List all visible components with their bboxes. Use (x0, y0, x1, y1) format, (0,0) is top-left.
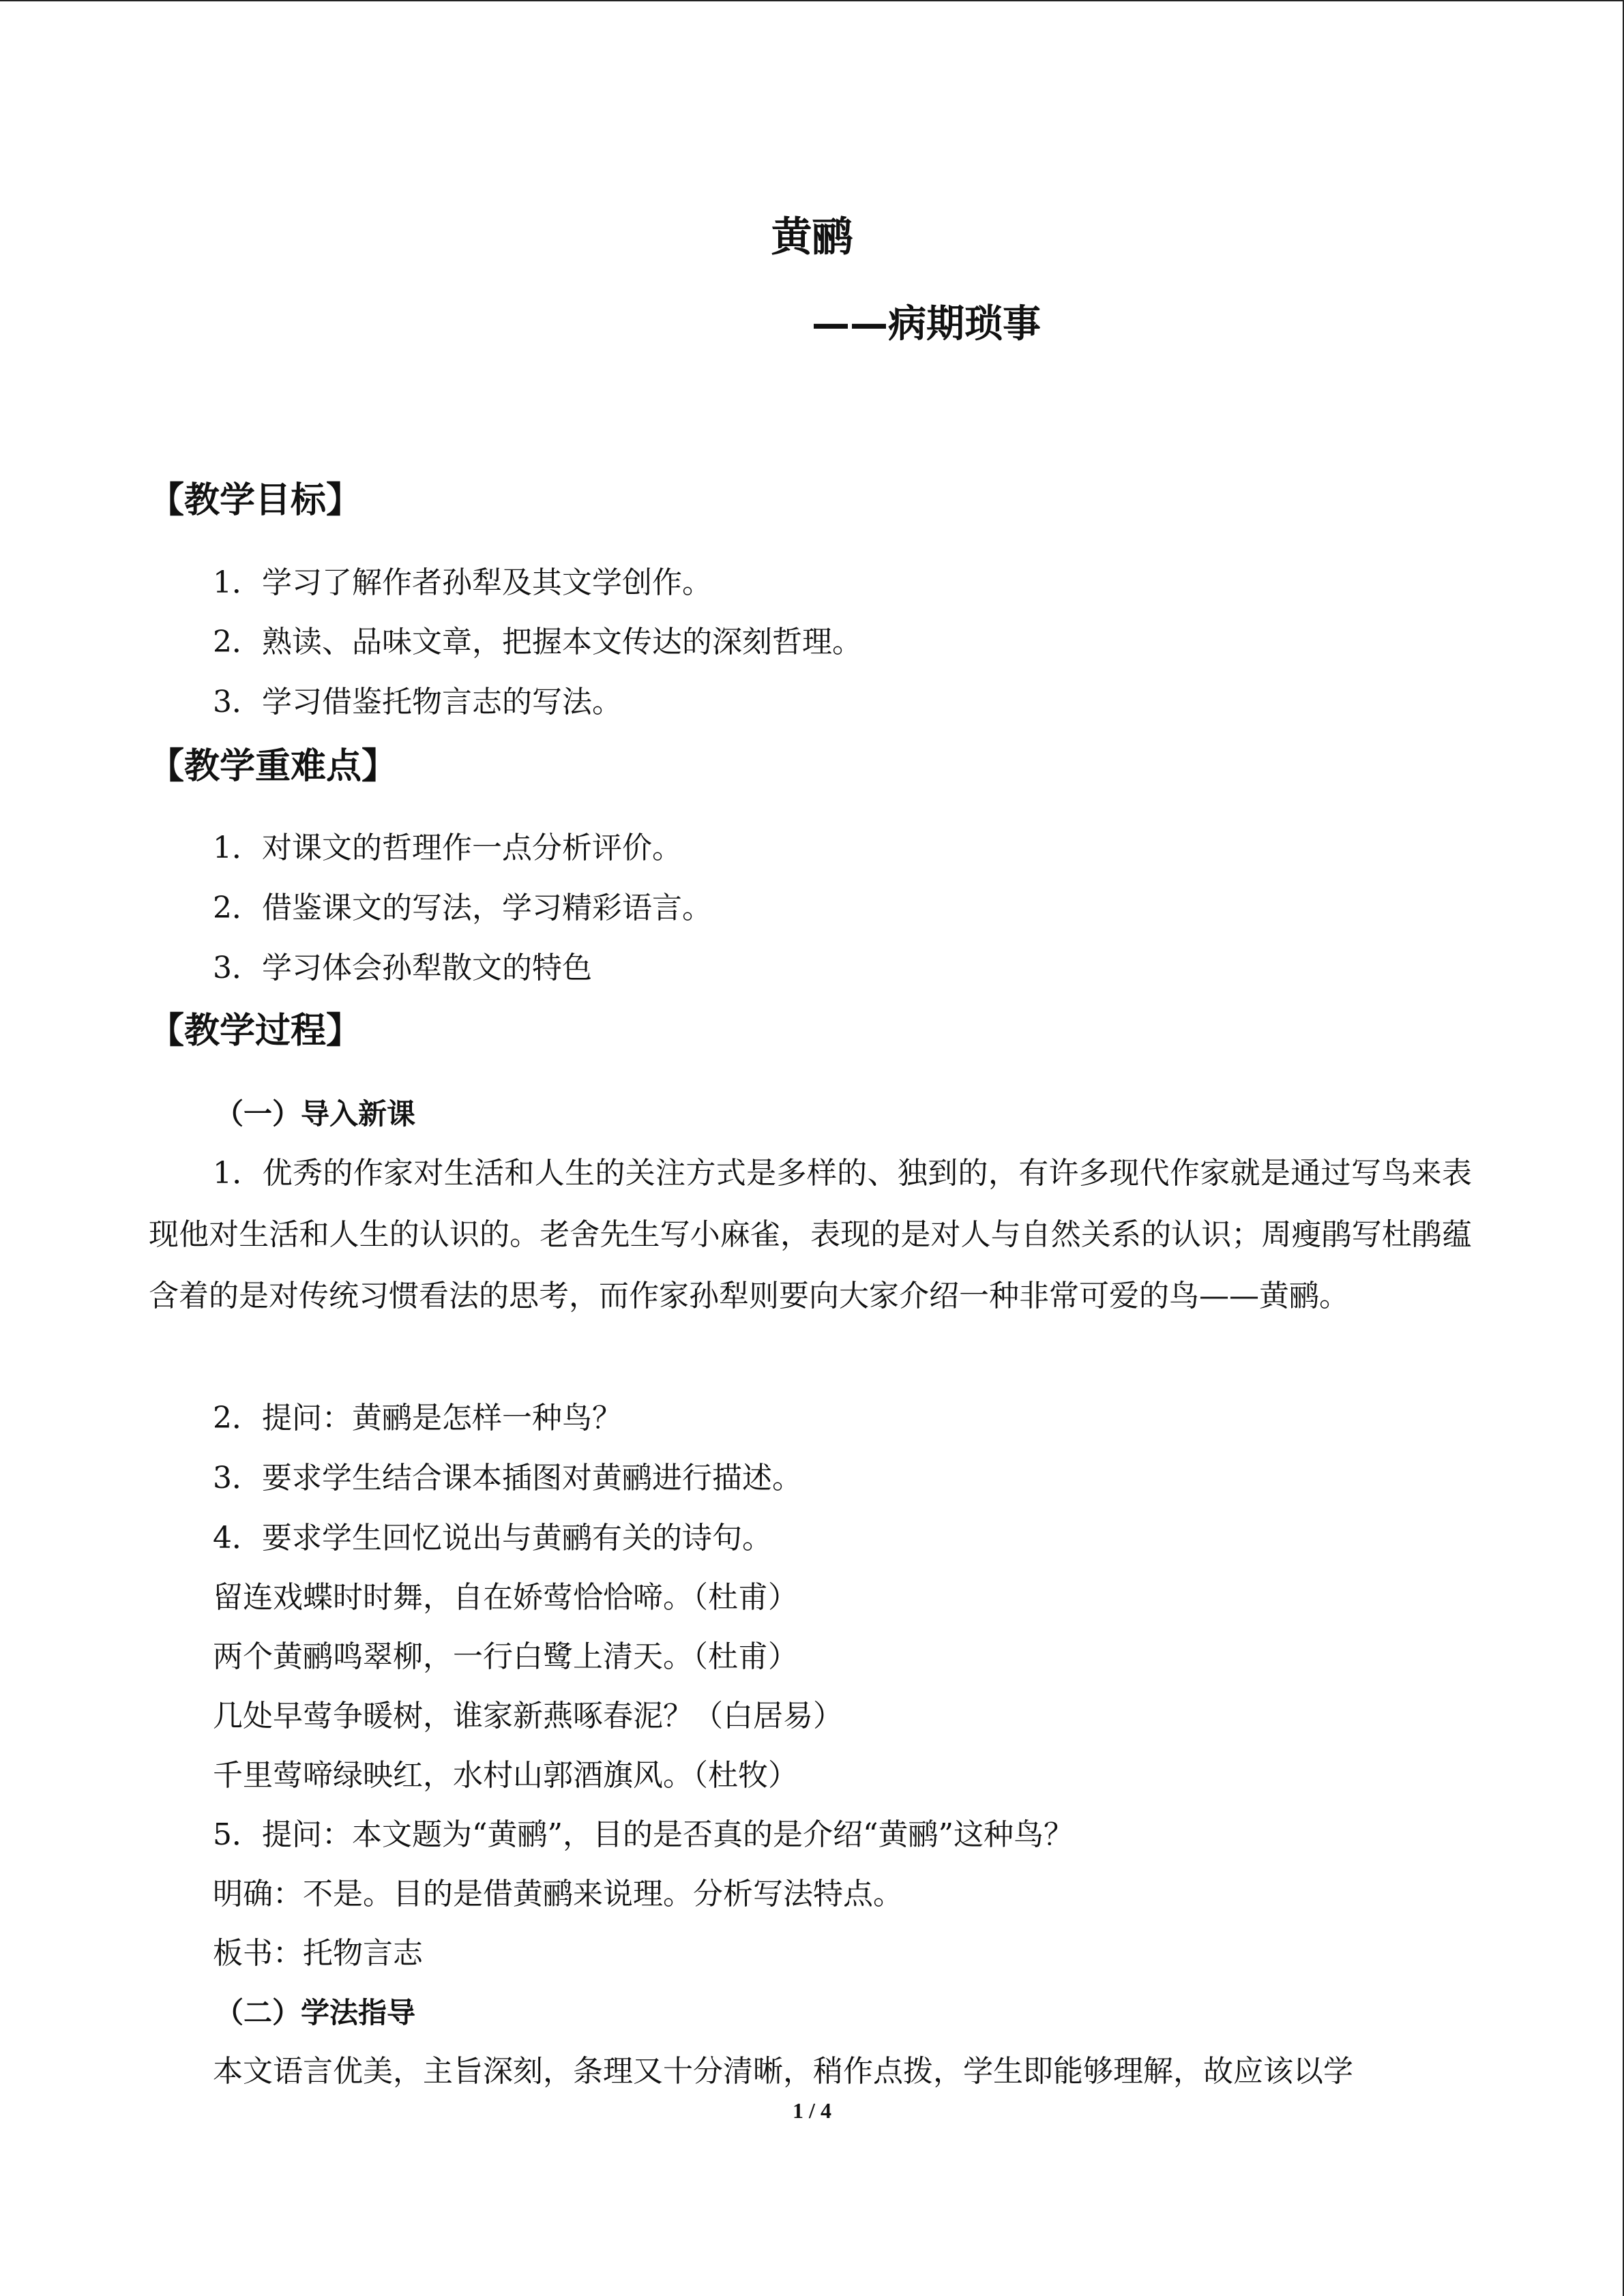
poem-line-3: 几处早莺争暖树，谁家新燕啄春泥？（白居易） (213, 1699, 843, 1733)
objective-item-1: 1．学习了解作者孙犁及其文学创作。 (213, 565, 712, 600)
page-number: 1 / 4 (793, 2098, 831, 2123)
poem-line-2: 两个黄鹂鸣翠柳，一行白鹭上清天。（杜甫） (213, 1639, 798, 1674)
process-line-answer: 明确：不是。目的是借黄鹂来说理。分析写法特点。 (213, 1877, 903, 1911)
key-point-item-1: 1．对课文的哲理作一点分析评价。 (213, 831, 682, 865)
document-title: 黄鹂 (771, 213, 853, 261)
poem-line-1: 留连戏蝶时时舞，自在娇莺恰恰啼。（杜甫） (213, 1580, 798, 1615)
section-heading-process: 【教学过程】 (149, 1011, 362, 1052)
subsection-heading-method: （二）学法指导 (215, 1996, 416, 2029)
subsection-heading-intro: （一）导入新课 (215, 1097, 416, 1131)
method-paragraph: 本文语言优美，主旨深刻，条理又十分清晰，稍作点拨，学生即能够理解，故应该以学 (213, 2054, 1353, 2089)
process-line-5: 5．提问：本文题为“黄鹂”，目的是否真的是介绍“黄鹂”这种鸟？ (213, 1817, 1074, 1852)
objective-item-3: 3．学习借鉴托物言志的写法。 (213, 685, 622, 719)
process-line-3: 4．要求学生回忆说出与黄鹂有关的诗句。 (213, 1521, 772, 1555)
process-line-2: 3．要求学生结合课本插图对黄鹂进行描述。 (213, 1461, 802, 1495)
intro-paragraph: 1．优秀的作家对生活和人生的关注方式是多样的、独到的，有许多现代作家就是通过写鸟来表现他对生活和人生的认识的。老舍先生写小麻雀，表现的是对人与自然关系的认识；周瘦鹃写杜鹃蕴含着的是对传统习惯看法的思考，而作家孙犁则要向大家介绍一种非常可爱的鸟——黄鹂。 (149, 1156, 1472, 1313)
objective-item-2: 2．熟读、品味文章，把握本文传达的深刻哲理。 (213, 625, 862, 659)
document-subtitle: ——病期琐事 (812, 302, 1041, 346)
poem-line-4: 千里莺啼绿映红，水村山郭酒旗风。（杜牧） (213, 1758, 798, 1793)
section-heading-key-points: 【教学重难点】 (149, 746, 398, 787)
key-point-item-2: 2．借鉴课文的写法，学习精彩语言。 (213, 891, 712, 925)
process-line-1: 2．提问：黄鹂是怎样一种鸟？ (213, 1401, 622, 1435)
key-point-item-3: 3．学习体会孙犁散文的特色 (213, 951, 592, 985)
section-heading-objectives: 【教学目标】 (149, 480, 362, 521)
process-line-blackboard: 板书：托物言志 (213, 1936, 423, 1971)
